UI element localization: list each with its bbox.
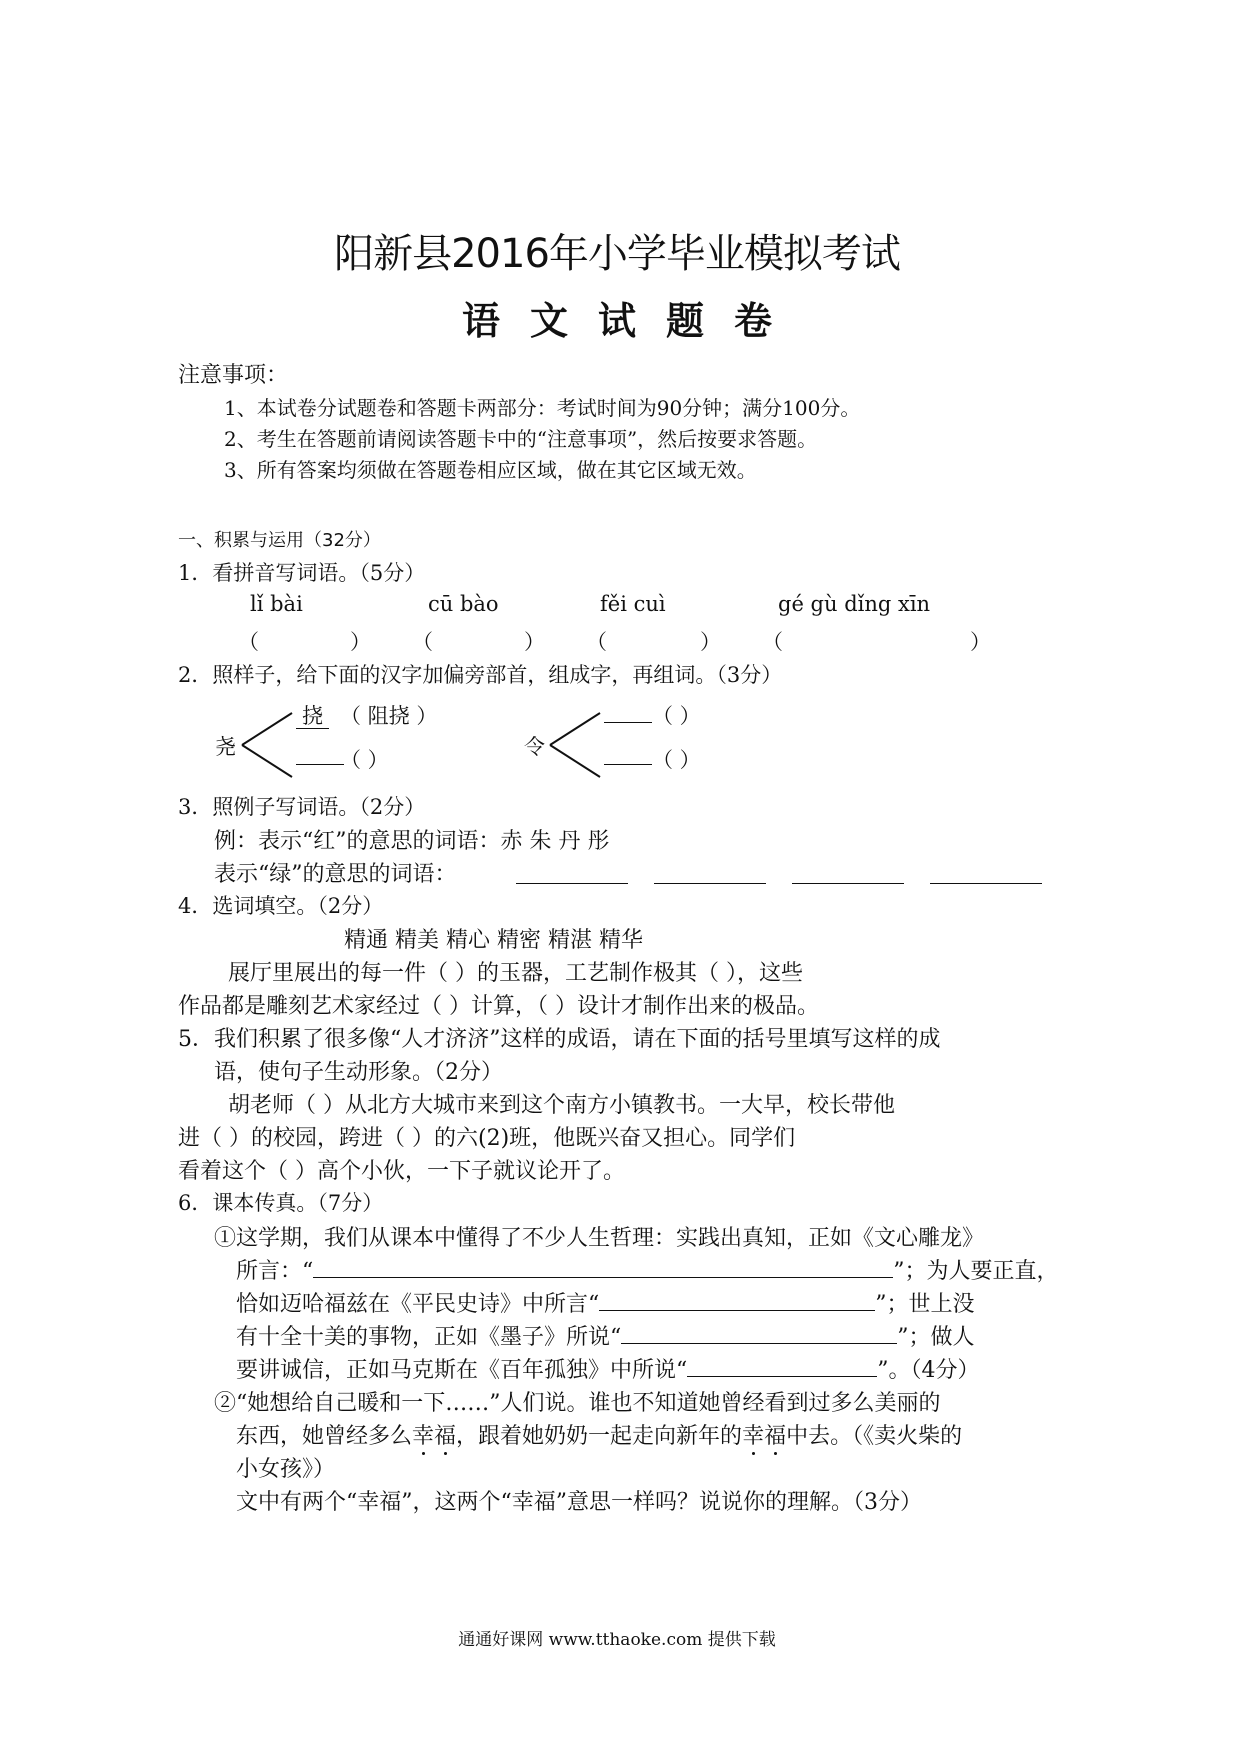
root-character-2: 令 (524, 735, 545, 759)
answer-blank (621, 1321, 897, 1344)
question-6-part1-line5 (236, 1353, 980, 1384)
question-5-line-1: 胡老师（ ）从北方大城市来到这个南方小镇教书。一大早，校长带他 (228, 1093, 895, 1118)
passage-text: 中去。（《卖火柴的 (786, 1424, 963, 1449)
question-3-prompt: 表示“绿”的意思的词语： (214, 862, 457, 887)
quote-prefix: 恰如迈哈福兹在《平民史诗》中所言“ (236, 1292, 600, 1317)
answer-blank-char (604, 722, 652, 723)
question-5-title-2: 语，使句子生动形象。（2分） (214, 1060, 503, 1085)
section-heading: 一、积累与运用（32分） (178, 530, 381, 551)
answer-blank (313, 1255, 893, 1278)
answer-paren-close-1: ） (350, 630, 371, 654)
answer-blank (516, 883, 628, 884)
exam-title: 阳新县2016年小学毕业模拟考试 (334, 231, 900, 277)
notice-item-3: 3、所有答案均须做在答题卷相应区域，做在其它区域无效。 (224, 458, 757, 482)
question-6-part2-line2 (236, 1419, 962, 1450)
bracket-lines-2 (548, 710, 608, 780)
answer-blank (599, 1288, 875, 1311)
answer-blank (687, 1354, 877, 1377)
emphasis-char: 福 (434, 1424, 457, 1449)
answer-blank-char (296, 764, 344, 765)
emphasis-char: 幸 (412, 1424, 435, 1449)
quote-prefix: 要讲诚信，正如马克斯在《百年孤独》中所说“ (236, 1358, 688, 1383)
question-4-title: 4．选词填空。（2分） (178, 894, 384, 918)
question-3-example: 例：表示“红”的意思的词语：赤 朱 丹 彤 (214, 829, 610, 854)
answer-paren-open-2: （ (412, 630, 433, 654)
emphasis-char: 福 (764, 1424, 787, 1449)
pinyin-4: gé gù dǐng xīn (778, 592, 931, 616)
quote-suffix: ”；世上没 (875, 1292, 975, 1317)
answer-paren-close-4: ） (970, 630, 991, 654)
question-6-part2-line1: ②“她想给自己暖和一下……”人们说。谁也不知道她曾经看到过多么美丽的 (214, 1391, 941, 1416)
pinyin-2: cū bào (428, 592, 499, 616)
question-4-line-1: 展厅里展出的每一件（ ）的玉器，工艺制作极其（ ），这些 (228, 961, 803, 986)
answer-blank (654, 883, 766, 884)
question-4-options: 精通 精美 精心 精密 精湛 精华 (344, 928, 643, 953)
passage-text: ，跟着她奶奶一起走向新年的 (456, 1424, 743, 1449)
question-3-title: 3．照例子写词语。（2分） (178, 795, 426, 819)
answer-paren-open-1: （ (238, 630, 259, 654)
question-5-line-2: 进（ ）的校园，跨进（ ）的六(2)班，他既兴奋又担心。同学们 (178, 1126, 796, 1151)
answer-paren-close-2: ） (524, 630, 545, 654)
answer-paren-close-3: ） (700, 630, 721, 654)
quote-suffix: ”；做人 (897, 1325, 975, 1350)
question-6-part2-line3: 小女孩》） (236, 1457, 336, 1482)
example-char: 挠 (296, 704, 329, 729)
pinyin-3: fěi cuì (600, 592, 666, 616)
passage-text: 东西，她曾经多么 (236, 1424, 413, 1449)
notice-item-1: 1、本试卷分试题卷和答题卡两部分：考试时间为90分钟；满分100分。 (224, 396, 861, 420)
answer-word-paren: （ ） (652, 704, 701, 728)
question-4-line-2: 作品都是雕刻艺术家经过（ ）计算，（ ）设计才制作出来的极品。 (178, 994, 819, 1019)
question-5-line-3: 看着这个（ ）高个小伙，一下子就议论开了。 (178, 1159, 625, 1184)
notice-heading: 注意事项： (178, 363, 289, 388)
quote-prefix: 所言：“ (236, 1259, 314, 1284)
answer-blank-char (604, 764, 652, 765)
emphasis-char: 幸 (742, 1424, 765, 1449)
exam-subtitle: 语文试题卷 (461, 298, 802, 343)
bracket-lines-1 (240, 710, 300, 780)
answer-word-paren: （ ） (340, 748, 389, 772)
root-character-1: 尧 (215, 735, 236, 759)
question-6-title: 6．课本传真。（7分） (178, 1191, 384, 1215)
pinyin-1: lǐ bài (250, 592, 303, 616)
question-6-part2-line4: 文中有两个“幸福”，这两个“幸福”意思一样吗？说说你的理解。（3分） (236, 1490, 922, 1515)
quote-suffix: ”；为人要正直， (893, 1259, 1059, 1284)
answer-paren-open-4: （ (762, 630, 783, 654)
example-answer-word: （ 阻挠 ） (340, 704, 438, 728)
quote-suffix: ”。（4分） (877, 1358, 980, 1383)
question-6-part1-line3 (236, 1287, 975, 1318)
question-2-title: 2．照样子，给下面的汉字加偏旁部首，组成字，再组词。（3分） (178, 663, 783, 687)
example-answer-char (296, 700, 329, 730)
question-6-part1-line4 (236, 1320, 975, 1351)
answer-blank (930, 883, 1042, 884)
question-6-part1-line2 (236, 1254, 1059, 1285)
question-5-title-1: 5．我们积累了很多像“人才济济”这样的成语，请在下面的括号里填写这样的成 (178, 1027, 941, 1052)
answer-word-paren: （ ） (652, 748, 701, 772)
answer-paren-open-3: （ (586, 630, 607, 654)
question-1-title: 1．看拼音写词语。（5分） (178, 561, 426, 585)
answer-blank (792, 883, 904, 884)
footer-credit: 通通好课网 www.tthaoke.com 提供下载 (458, 1630, 776, 1650)
quote-prefix: 有十全十美的事物，正如《墨子》所说“ (236, 1325, 622, 1350)
notice-item-2: 2、考生在答题前请阅读答题卡中的“注意事项”，然后按要求答题。 (224, 427, 818, 451)
question-6-part1-line1: ①这学期，我们从课本中懂得了不少人生哲理：实践出真知，正如《文心雕龙》 (214, 1226, 985, 1251)
